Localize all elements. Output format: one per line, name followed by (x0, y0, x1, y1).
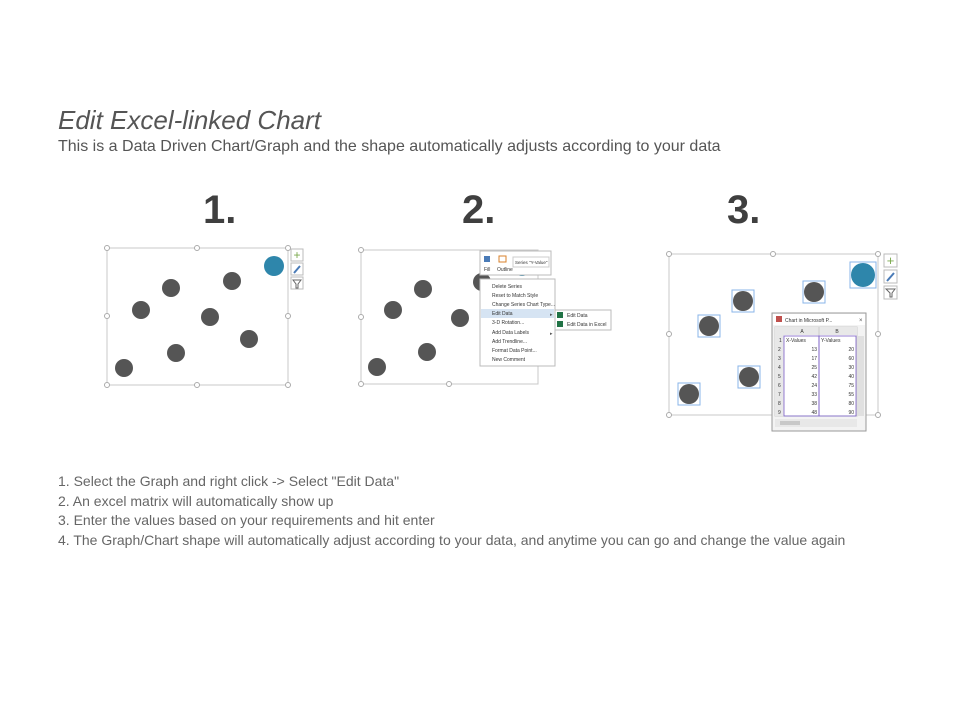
fill-label: Fill (484, 267, 491, 273)
menu-item-edit-data[interactable]: Edit Data (492, 311, 513, 317)
cell-x[interactable]: 48 (811, 410, 817, 416)
step-number-1: 1. (203, 188, 237, 232)
row-number: 9 (778, 410, 781, 416)
vertical-scrollbar[interactable] (858, 336, 864, 416)
column-header-bar (775, 327, 857, 335)
cell-y[interactable]: 20 (848, 347, 854, 353)
row-number: 4 (778, 365, 781, 371)
cell-x[interactable]: 13 (811, 347, 817, 353)
menu-item-3d-rotation[interactable]: 3-D Rotation... (492, 320, 525, 326)
data-point (679, 384, 699, 404)
scrollbar-thumb[interactable] (780, 421, 800, 425)
step-number-3: 3. (727, 188, 761, 232)
row-number: 7 (778, 392, 781, 398)
menu-item-change-type[interactable]: Change Series Chart Type... (492, 302, 555, 308)
excel-window (772, 313, 866, 431)
series-dropdown-label: Series "Y-Value" (515, 260, 548, 265)
instruction-1: 1. Select the Graph and right click -> Select "Edit Data" (58, 473, 400, 489)
row-number: 3 (778, 356, 781, 362)
cell-y[interactable]: 60 (848, 356, 854, 362)
page-title: Edit Excel-linked Chart (58, 105, 321, 135)
submenu-edit-in-excel[interactable]: Edit Data in Excel (567, 322, 607, 328)
row-number: 1 (779, 338, 782, 344)
data-point (699, 316, 719, 336)
header-y-values: Y-Values (821, 338, 841, 344)
excel-window-title: Chart in Microsoft P... (785, 318, 833, 324)
cell-x[interactable]: 42 (811, 374, 817, 380)
cell-y[interactable]: 40 (848, 374, 854, 380)
instruction-3: 3. Enter the values based on your requirements and hit enter (58, 512, 435, 528)
row-number: 6 (778, 383, 781, 389)
header-x-values: X-Values (786, 338, 806, 344)
submenu-edit-data[interactable]: Edit Data (567, 313, 588, 319)
cell-y[interactable]: 30 (848, 365, 854, 371)
data-point (739, 367, 759, 387)
cell-y[interactable]: 75 (848, 383, 854, 389)
column-letter-b: B (835, 329, 839, 335)
cell-y[interactable]: 80 (848, 401, 854, 407)
menu-item-reset-style[interactable]: Reset to Match Style (492, 293, 539, 299)
menu-item-add-trendline[interactable]: Add Trendline... (492, 339, 528, 345)
close-icon[interactable]: × (859, 318, 863, 324)
row-number: 8 (778, 401, 781, 407)
plus-icon: + (293, 248, 301, 262)
cell-x[interactable]: 38 (811, 401, 817, 407)
cell-x[interactable]: 24 (811, 383, 817, 389)
row-number: 2 (778, 347, 781, 353)
menu-item-new-comment[interactable]: New Comment (492, 357, 526, 363)
submenu-arrow-icon: ▸ (550, 331, 553, 337)
chart-side-buttons (884, 253, 897, 299)
cell-y[interactable]: 55 (848, 392, 854, 398)
instruction-4: 4. The Graph/Chart shape will automatically adjust according to your data, and anytime you can go and change the value again (58, 531, 846, 548)
cell-x[interactable]: 17 (811, 356, 817, 362)
menu-item-format-point[interactable]: Format Data Point... (492, 348, 537, 354)
instruction-2: 2. An excel matrix will automatically show up (58, 492, 334, 509)
step-number-2: 2. (462, 188, 496, 232)
data-point (733, 291, 753, 311)
instructions (58, 472, 914, 550)
chart-icon (776, 316, 782, 322)
menu-item-delete-series[interactable]: Delete Series (492, 284, 523, 290)
page-subtitle: This is a Data Driven Chart/Graph and the shape automatically adjusts according to your data (58, 138, 721, 155)
cell-x[interactable]: 25 (811, 365, 817, 371)
submenu-arrow-icon: ▸ (550, 312, 553, 318)
cell-x[interactable]: 33 (811, 392, 817, 398)
highlight-point (851, 263, 875, 287)
plus-icon: + (886, 253, 895, 268)
data-point (804, 282, 824, 302)
outline-label: Outline (497, 267, 513, 273)
row-number: 5 (778, 374, 781, 380)
menu-item-add-labels[interactable]: Add Data Labels (492, 330, 529, 336)
column-letter-a: A (800, 329, 804, 335)
cell-y[interactable]: 90 (848, 410, 854, 416)
